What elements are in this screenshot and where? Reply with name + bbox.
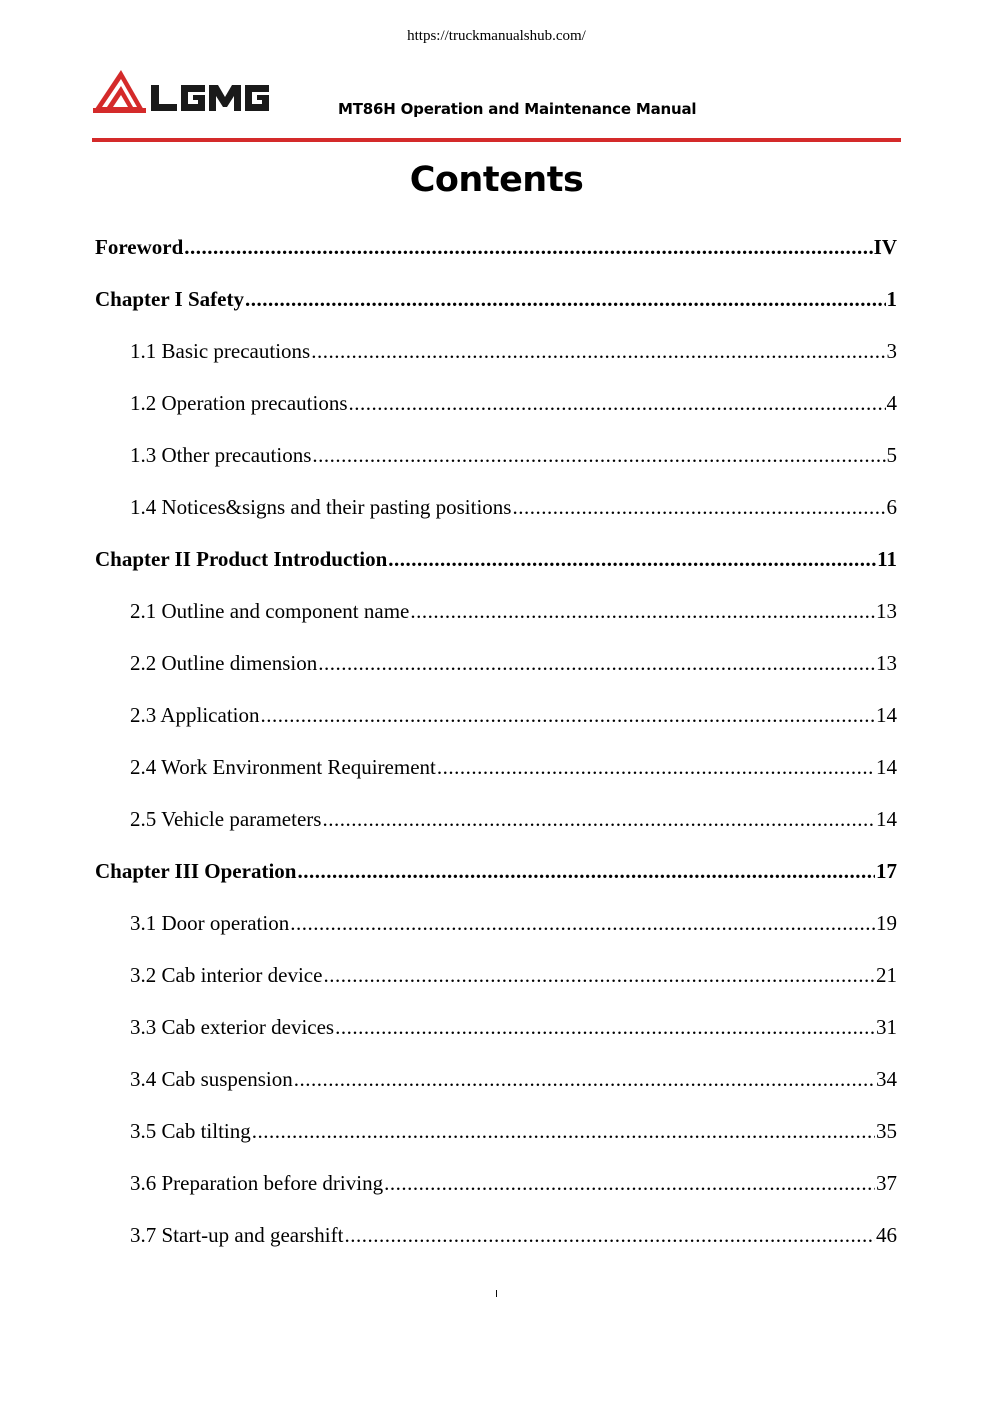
toc-dot-leader <box>384 1157 875 1209</box>
toc-dot-leader <box>349 377 886 429</box>
toc-chapter-entry[interactable] <box>95 273 897 325</box>
page-title: Contents <box>409 160 584 200</box>
page-number: I <box>495 1289 498 1300</box>
toc-dot-leader <box>410 585 875 637</box>
toc-section-entry[interactable] <box>95 1105 897 1157</box>
toc-dot-leader <box>437 741 875 793</box>
toc-section-entry[interactable] <box>95 897 897 949</box>
toc-section-entry[interactable] <box>95 481 897 533</box>
toc-entry-label: 2.3 Application <box>130 703 260 727</box>
toc-entry-page: 3 <box>886 339 897 363</box>
toc-entry-page: 34 <box>876 1067 897 1091</box>
toc-dot-leader <box>335 1001 875 1053</box>
toc-entry-label: Foreword <box>95 235 184 259</box>
toc-entry-page: 37 <box>876 1171 897 1195</box>
toc-entry-page: 14 <box>876 807 897 831</box>
toc-dot-leader <box>322 793 875 845</box>
toc-dot-leader <box>184 221 872 273</box>
toc-entry-label: 1.1 Basic precautions <box>130 339 311 363</box>
toc-entry-page: 31 <box>876 1015 897 1039</box>
toc-entry-page: 13 <box>876 651 897 675</box>
toc-entry-label: 2.4 Work Environment Requirement <box>130 755 436 779</box>
toc-entry-page: IV <box>873 235 897 259</box>
toc-section-entry[interactable] <box>95 1209 897 1261</box>
toc-dot-leader <box>311 325 885 377</box>
toc-dot-leader <box>261 689 876 741</box>
toc-entry-page: 21 <box>876 963 897 987</box>
toc-section-entry[interactable] <box>95 1053 897 1105</box>
toc-section-entry[interactable] <box>95 637 897 689</box>
toc-entry-label: 1.2 Operation precautions <box>130 391 348 415</box>
toc-entry-label: 1.4 Notices&signs and their pasting positions <box>130 495 512 519</box>
toc-dot-leader <box>344 1209 875 1261</box>
toc-entry-page: 17 <box>876 859 897 883</box>
toc-entry-page: 5 <box>886 443 897 467</box>
toc-entry-label: 3.4 Cab suspension <box>130 1067 293 1091</box>
table-of-contents <box>95 221 897 1261</box>
toc-section-entry[interactable] <box>95 949 897 1001</box>
toc-section-entry[interactable] <box>95 689 897 741</box>
source-url[interactable]: https://truckmanualshub.com/ <box>407 28 586 44</box>
toc-entry-label: 3.1 Door operation <box>130 911 290 935</box>
toc-dot-leader <box>512 481 885 533</box>
toc-dot-leader <box>297 845 875 897</box>
lgmg-logo <box>93 68 275 118</box>
toc-entry-label: 3.2 Cab interior device <box>130 963 323 987</box>
toc-entry-page: 11 <box>877 547 897 571</box>
toc-dot-leader <box>388 533 876 585</box>
toc-entry-page: 6 <box>886 495 897 519</box>
toc-section-entry[interactable] <box>95 741 897 793</box>
toc-entry-page: 14 <box>876 755 897 779</box>
toc-section-entry[interactable] <box>95 1001 897 1053</box>
page-header <box>93 66 901 136</box>
toc-dot-leader <box>245 273 886 325</box>
toc-dot-leader <box>312 429 885 481</box>
toc-dot-leader <box>323 949 875 1001</box>
toc-entry-page: 1 <box>886 287 897 311</box>
toc-section-entry[interactable] <box>95 377 897 429</box>
toc-dot-leader <box>252 1105 875 1157</box>
toc-entry-page: 46 <box>876 1223 897 1247</box>
toc-chapter-entry[interactable] <box>95 845 897 897</box>
toc-entry-label: 2.5 Vehicle parameters <box>130 807 322 831</box>
toc-dot-leader <box>290 897 875 949</box>
toc-section-entry[interactable] <box>95 793 897 845</box>
toc-entry-label: 3.5 Cab tilting <box>130 1119 251 1143</box>
toc-entry-page: 13 <box>876 599 897 623</box>
toc-section-entry[interactable] <box>95 1157 897 1209</box>
toc-entry-label: 3.7 Start-up and gearshift <box>130 1223 344 1247</box>
toc-entry-label: 3.6 Preparation before driving <box>130 1171 384 1195</box>
toc-entry-label: Chapter III Operation <box>95 859 297 883</box>
toc-entry-page: 35 <box>876 1119 897 1143</box>
header-rule <box>92 138 901 142</box>
toc-section-entry[interactable] <box>95 429 897 481</box>
toc-entry-label: Chapter II Product Introduction <box>95 547 388 571</box>
toc-entry-page: 14 <box>876 703 897 727</box>
toc-entry-label: 2.1 Outline and component name <box>130 599 410 623</box>
toc-entry-label: 1.3 Other precautions <box>130 443 312 467</box>
toc-entry-label: Chapter I Safety <box>95 287 244 311</box>
toc-entry-page: 19 <box>876 911 897 935</box>
toc-dot-leader <box>294 1053 875 1105</box>
toc-entry-page: 4 <box>886 391 897 415</box>
toc-section-entry[interactable] <box>95 585 897 637</box>
document-title: MT86H Operation and Maintenance Manual <box>338 100 697 118</box>
toc-dot-leader <box>318 637 875 689</box>
toc-chapter-entry[interactable] <box>95 221 897 273</box>
toc-entry-label: 3.3 Cab exterior devices <box>130 1015 335 1039</box>
toc-chapter-entry[interactable] <box>95 533 897 585</box>
toc-section-entry[interactable] <box>95 325 897 377</box>
toc-entry-label: 2.2 Outline dimension <box>130 651 318 675</box>
